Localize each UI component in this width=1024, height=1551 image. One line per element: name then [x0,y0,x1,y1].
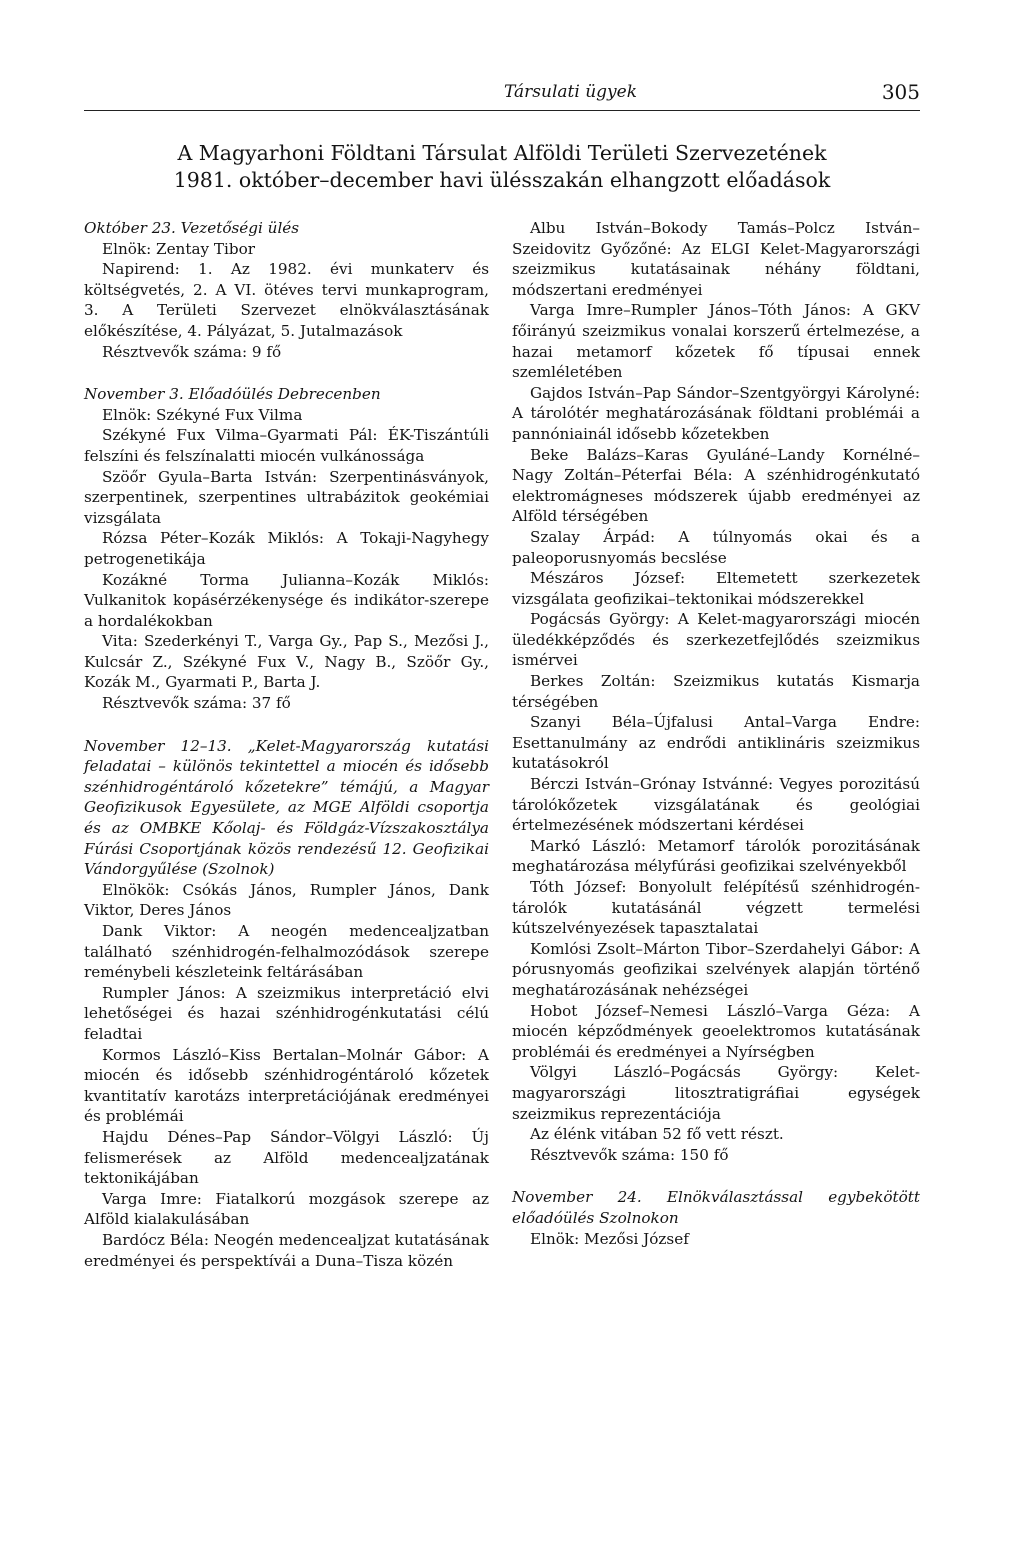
talk-entry: Varga Imre: Fiatalkorú mozgások szerepe az Alföld kialakulásában [84,1189,489,1229]
section-october-23 [84,218,489,362]
section-november-24 [512,1187,920,1249]
participants-count: Résztvevők száma: 9 fő [102,342,282,361]
section-november-3 [84,384,489,714]
title-line-2: 1981. október–december havi ülésszakán elhangzott előadások [173,168,831,192]
chair-line: Elnök: Mezősi József [530,1229,689,1248]
left-column [84,218,489,1271]
talk-entry: Berkes Zoltán: Szeizmikus kutatás Kismarja térségében [512,672,920,711]
page-header [84,74,920,111]
chairs-line: Elnökök: Csókás János, Rumpler János, Dank Viktor, Deres János [84,880,489,920]
talk-entry: Markó László: Metamorf tárolók porozitásának meghatározása mélyfúrási geofizikai szelvényekből [512,836,920,876]
participants-count: Résztvevők száma: 150 fő [530,1145,729,1164]
talk-entry: Varga Imre–Rumpler János–Tóth János: A GKV főirányú szeizmikus vonalai korszerű értelmezése, a hazai metamorf kőzetek fő típusai ennek szemléletében [512,301,920,382]
talk-entry: Pogácsás György: A Kelet-magyarországi miocén üledékképződés és szerkezetfejlődés szeizmikus ismérvei [512,610,920,670]
talk-entry: Völgyi László–Pogácsás György: Kelet-magyarországi litosztratigráfiai egységek szeizmikus reprezentációja [512,1063,920,1123]
talk-entry: Kormos László–Kiss Bertalan–Molnár Gábor: A miocén és idősebb szénhidrogéntároló kőzetek kvantitatív karotázs interpretációjának eredményei és problémái [84,1045,489,1126]
talk-entry: Rózsa Péter–Kozák Miklós: A Tokaji-Nagyhegy petrogenetikája [84,529,489,568]
participants-count: Résztvevők száma: 37 fő [102,694,291,713]
talk-entry: Szanyi Béla–Újfalusi Antal–Varga Endre: Esettanulmány az endrődi antiklináris szeizmikus kutatásokról [512,713,920,773]
debate-line: Az élénk vitában 52 fő vett részt. [530,1125,784,1144]
talk-entry: Bardócz Béla: Neogén medencealjzat kutatásának eredményei és perspektívái a Duna–Tisza közén [84,1230,489,1270]
debate-line: Vita: Szederkényi T., Varga Gy., Pap S., Mezősi J., Kulcsár Z., Székyné Fux V., Nagy B., Szöőr Gy., Kozák M., Gyarmati P., Barta J. [84,632,489,692]
agenda-paragraph: Napirend: 1. Az 1982. évi munkaterv és költségvetés, 2. A VI. ötéves tervi munkaprogram, 3. A Területi Szervezet elnökválasztásának előkészítése, 4. Pályázat, 5. Jutalmazások [84,260,489,340]
talk-entry: Rumpler János: A szeizmikus interpretáció elvi lehetőségei és hazai szénhidrogénkutatási célú feladtai [84,983,489,1043]
talk-entry: Hajdu Dénes–Pap Sándor–Völgyi László: Új felismerések az Alföld medencealjzatának tektonikájában [84,1127,489,1188]
section-heading: November 12–13. „Kelet-Magyarország kutatási feladatai – különös tekintettel a miocén és idősebb szénhidrogéntároló kőzetekre” témájú, a Magyar Geofizikusok Egyesülete, az MGE Alföldi csoportja és az OMBKE Kőolaj- és Földgáz-Vízszakosztálya Fúrási Csoportjának közös rendezésű 12. Geofizikai Vándorgyűlése (Szolnok) [84,736,489,879]
talk-entry: Dank Viktor: A neogén medencealjzatban található szénhidrogén-felhalmozódások szerepe reménybeli készleteink feltárásában [84,922,489,982]
talk-entry: Gajdos István–Pap Sándor–Szentgyörgyi Károlyné: A tárolótér meghatározásának földtani problémái a pannóniainál idősebb kőzetekben [512,383,920,443]
talk-entry: Székyné Fux Vilma–Gyarmati Pál: ÉK-Tiszántúli felszíni és felszínalatti miocén vulkánossága [84,426,489,465]
talk-entry: Komlósi Zsolt–Márton Tibor–Szerdahelyi Gábor: A pórusnyomás geofizikai szelvények alapján történő meghatározásának nehézségei [512,939,920,999]
right-column [512,218,920,1249]
section-november-12-13-continued [512,218,920,1165]
title-line-1: A Magyarhoni Földtani Társulat Alföldi Területi Szervezetének [177,141,827,165]
section-heading: Október 23. Vezetőségi ülés [84,219,300,237]
section-november-12-13 [84,736,489,1271]
talk-entry: Szöőr Gyula–Barta István: Szerpentinásványok, szerpentinek, szerpentines ultrabázitok geokémiai vizsgálata [84,467,489,527]
section-heading: November 24. Elnökválasztással egybekötött előadóülés Szolnokon [512,1188,920,1227]
talk-entry: Tóth József: Bonyolult felépítésű szénhidrogén-tárolók kutatásánál végzett termelési kútszelvényezések tapasztalatai [512,878,920,938]
chair-line: Elnök: Székyné Fux Vilma [102,405,303,424]
page-number: 305 [881,80,920,104]
talk-entry: Kozákné Torma Julianna–Kozák Miklós: Vulkanitok kopásérzékenysége és indikátor-szerepe a hordalékokban [84,570,489,630]
chair-line: Elnök: Zentay Tibor [102,239,256,258]
talk-entry: Mészáros József: Eltemetett szerkezetek vizsgálata geofizikai–tektonikai módszerekkel [512,569,920,608]
talk-entry: Albu István–Bokody Tamás–Polcz István–Szeidovitz Győzőné: Az ELGI Kelet-Magyarországi szeizmikus kutatásainak néhány földtani, módszertani eredményei [512,219,920,299]
section-heading: November 3. Előadóülés Debrecenben [84,385,381,404]
talk-entry: Bérczi István–Grónay Istvánné: Vegyes porozitású tárolókőzetek vizsgálatának és geológiai értelmezésének módszertani kérdései [512,775,920,835]
running-title: Társulati ügyek [504,82,637,102]
talk-entry: Szalay Árpád: A túlnyomás okai és a paleoporusnyomás becslése [512,527,920,567]
article-title [84,140,920,194]
talk-entry: Hobot József–Nemesi László–Varga Géza: A miocén képződmények geoelektromos kutatásának problémái és eredményei a Nyírségben [512,1001,920,1061]
talk-entry: Beke Balázs–Karas Gyuláné–Landy Kornélné–Nagy Zoltán–Péterfai Béla: A szénhidrogénkutató elektromágneses módszerek újabb eredményei az Alföld térségében [512,445,920,526]
